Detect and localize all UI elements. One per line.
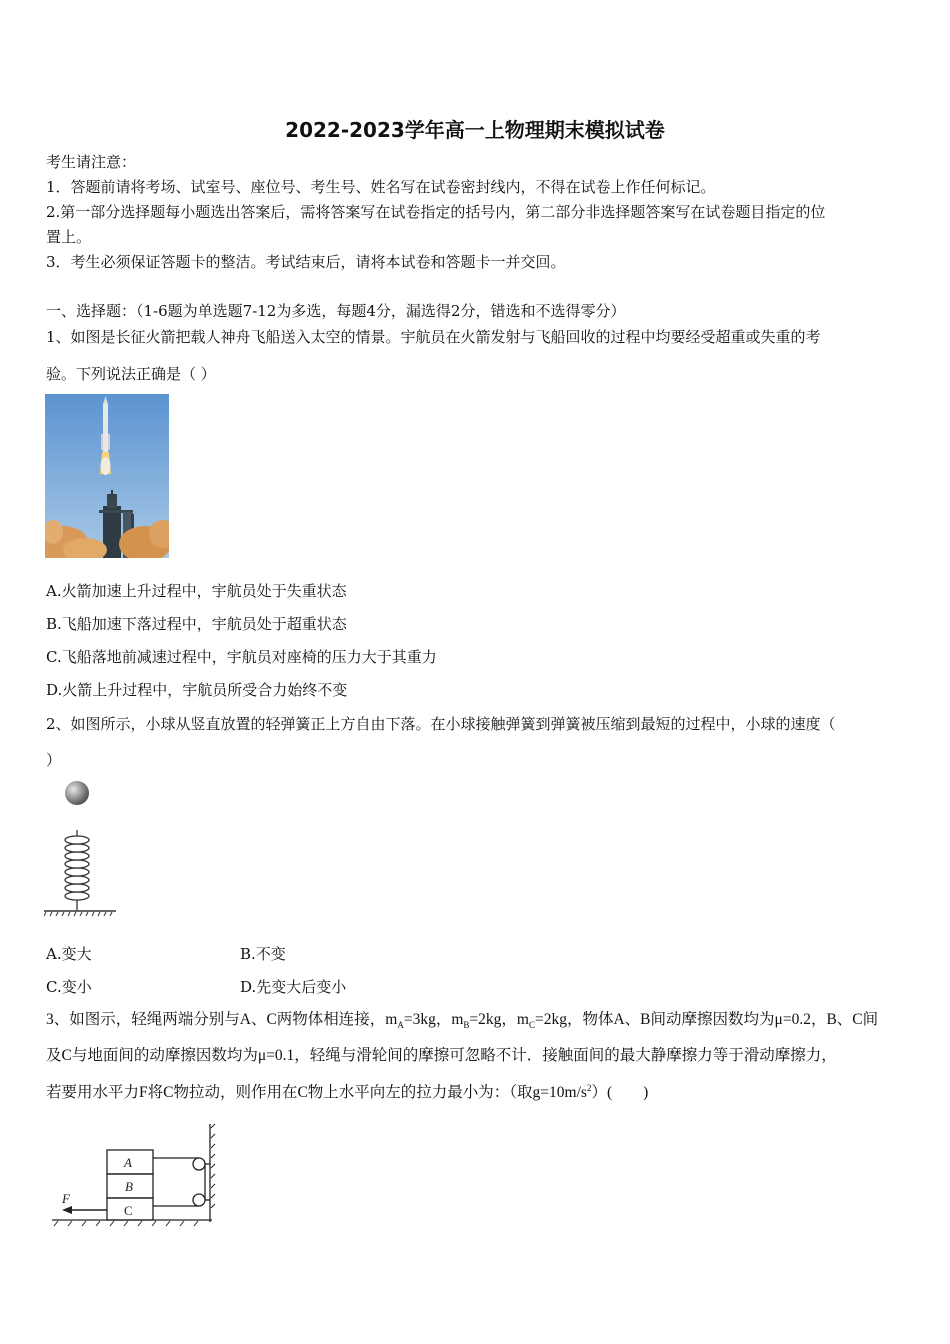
notice-item-2: 2.第一部分选择题每小题选出答案后，需将答案写在试卷指定的括号内，第二部分非选择题答案写在试卷题目指定的位 <box>46 203 826 221</box>
q2-option-a: A.变大 <box>46 945 92 963</box>
label-F: F <box>62 1191 70 1206</box>
notice-item-1: 1．答题前请将考场、试室号、座位号、考生号、姓名写在试卷密封线内，不得在试卷上作任何标记。 <box>46 178 716 196</box>
ball-spring-figure <box>44 778 118 918</box>
q1-option-a: A.火箭加速上升过程中，宇航员处于失重状态 <box>46 582 347 600</box>
q2-stem-line1: 2、如图所示，小球从竖直放置的轻弹簧正上方自由下落。在小球接触弹簧到弹簧被压缩到最短的过程中，小球的速度（ <box>46 715 836 733</box>
q1-stem-line2: 验。下列说法正确是（ ） <box>46 365 216 383</box>
label-A: A <box>124 1155 132 1170</box>
label-B: B <box>125 1179 133 1194</box>
ball-icon <box>65 781 89 805</box>
spring-icon <box>65 830 89 910</box>
q1-stem-line1: 1、如图是长征火箭把载人神舟飞船送入太空的情景。宇航员在火箭发射与飞船回收的过程中均要经受超重或失重的考 <box>46 328 821 346</box>
section-heading: 一、选择题：（1-6题为单选题7-12为多选，每题4分，漏选得2分，错选和不选得零分） <box>46 302 626 320</box>
q3-stem-line3: 若要用水平力F将C物拉动，则作用在C物上水平向左的拉力最小为：（取$g=10m/s^2$）( ) <box>46 1083 649 1102</box>
exam-title: 2022-2023学年高一上物理期末模拟试卷 <box>285 118 665 142</box>
q3-stem-line1: 3、如图示，轻绳两端分别与A、C两物体相连接，$m_A=3kg$，$m_B=2kg$，$m_C=2kg$，物体A、B间动摩擦因数均为μ=0.2，B、C间 <box>46 1011 879 1031</box>
q2-stem-line2: ） <box>46 751 62 769</box>
q1-option-d: D.火箭上升过程中，宇航员所受合力始终不变 <box>46 681 348 699</box>
q1-option-b: B.飞船加速下落过程中，宇航员处于超重状态 <box>46 615 347 633</box>
q1-option-c: C.飞船落地前减速过程中，宇航员对座椅的压力大于其重力 <box>46 648 437 666</box>
q3-stem-line2: 及C与地面间的动摩擦因数均为μ=0.1，轻绳与滑轮间的摩擦可忽略不计．接触面间的最大静摩擦力等于滑动摩擦力， <box>46 1047 837 1064</box>
notice-item-2-cont: 置上。 <box>46 228 92 246</box>
rocket-launch-image <box>45 394 169 558</box>
label-C: C <box>124 1203 133 1218</box>
q2-option-c: C.变小 <box>46 978 92 996</box>
blocks-pulley-figure <box>50 1122 220 1232</box>
q2-option-d: D.先变大后变小 <box>240 978 347 996</box>
q2-option-b: B.不变 <box>240 945 286 963</box>
notice-item-3: 3．考生必须保证答题卡的整洁。考试结束后，请将本试卷和答题卡一并交回。 <box>46 253 566 271</box>
notice-heading: 考生请注意： <box>46 153 137 171</box>
